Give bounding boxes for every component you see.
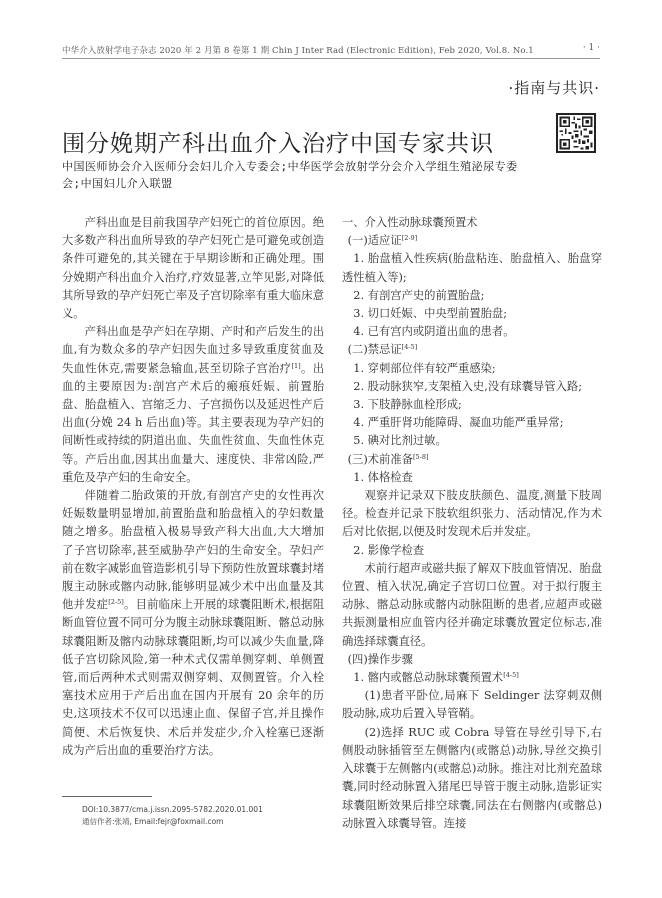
section-tag: ·指南与共识·	[508, 79, 600, 97]
citation: [4-5]	[503, 671, 519, 680]
qr-code-icon	[556, 113, 596, 153]
list-item: 4. 严重肝肾功能障碍、凝血功能严重异常;	[353, 416, 564, 430]
citation: [2-5]	[108, 598, 124, 607]
citation: [4-5]	[401, 343, 418, 352]
paragraph: 产科出血是孕产妇在孕期、产时和产后发生的出血,有为数众多的孕产妇因失血过多导致重度贫血及失血性休克,需要紧急输血,甚至切除子宫治疗[1]。出血的主要原因为:剖宫产术后的瘢痕妊娠、前置胎盘、胎盘植入、宫缩乏力、子宫损伤以及延迟性产后出血(分娩 24 h 后出血)等。其主要表现为孕产妇的间断性或持续的阴道出血、失血性贫血、失血性休克等。产后出血,因其出血量大、速度快、非常凶险,严重危及孕产妇的生命安全。	[62, 325, 324, 484]
subsection-heading: (三)术前准备[5-8]	[347, 452, 429, 466]
list-item: 4. 已有宫内或阴道出血的患者。	[353, 325, 515, 339]
list-item: 3. 下肢静脉血栓形成;	[353, 398, 462, 412]
author-affiliations: 中国医师协会介入医师分会妇儿介入专委会;中华医学会放射学分会介入学组生殖泌尿专委会;中国妇儿介入联盟	[62, 160, 518, 190]
paragraph: 观察并记录双下肢皮肤颜色、温度,测量下肢周径。检查并记录下肢软组织张力、活动情况,作为术后对比依据,以便及时发现术后并发症。	[342, 489, 602, 539]
paragraph: (1)患者平卧位,局麻下 Seldinger 法穿刺双侧股动脉,成功后置入导管鞘。	[342, 689, 602, 721]
citation: [5-8]	[412, 452, 429, 461]
paragraph: 伴随着二胎政策的开放,有剖宫产史的女性再次妊娠数量明显增加,前置胎盘和胎盘植入的孕妇数量随之增多。胎盘植入极易导致产科大出血,大大增加了子宫切除率,甚至威胁孕产妇的生命安全。孕妇产前在数字减影血管造影机引导下预防性放置球囊封堵腹主动脉或髂内动脉,能够明显减少术中出血量及其他并发症[2-5]。目前临床上开展的球囊阻断术,根据阻断血管位置不同可分为腹主动脉球囊阻断、髂总动脉球囊阻断及髂内动脉球囊阻断,均可以减少失血量,降低子宫切除风险,第一种术式仅需单侧穿刺、单侧置管,而后两种术式则需双侧穿刺、双侧置管。介入栓塞技术应用于产后出血在国内开展有 20 余年的历史,这项技术不仅可以迅速止血、保留子宫,并且操作简便、术后恢复快、术后并发症少,介入栓塞已逐渐成为产后出血的重要治疗方法。	[62, 489, 324, 757]
citation: [1]	[291, 361, 301, 370]
list-item: 1. 穿刺部位伴有较严重感染;	[353, 361, 496, 375]
corresponding-author: 通信作者:张靖, Email:fejr@foxmail.com	[82, 817, 224, 826]
sub-heading: 2. 影像学检查	[353, 543, 425, 557]
page-number: · 1 ·	[582, 43, 600, 53]
paragraph: 术前行超声或磁共振了解双下肢血管情况、胎盘位置、植入状况,确定子宫切口位置。对于拟行腹主动脉、髂总动脉或髂内动脉阻断的患者,应超声或磁共振测量相应血管内径并确定球囊放置定位标志,准确选择球囊直径。	[342, 561, 602, 648]
subsection-heading: (一)适应证[2-9]	[347, 234, 418, 248]
subsection-heading: (二)禁忌证[4-5]	[347, 343, 418, 357]
running-head: 中华介入放射学电子杂志 2020 年 2 月第 8 卷第 1 期 Chin J Inter Rad (Electronic Edition), Feb 2020, Vol.8. No.1	[62, 46, 534, 56]
article-title: 围分娩期产科出血介入治疗中国专家共识	[62, 131, 494, 158]
list-item: 2. 有剖宫产史的前置胎盘;	[353, 288, 485, 302]
doi: DOI:10.3877/cma.j.issn.2095-5782.2020.01.001	[82, 805, 263, 814]
list-item: 2. 股动脉狭窄,支架植入史,没有球囊导管入路;	[353, 379, 582, 393]
list-item: 1. 胎盘植入性疾病(胎盘粘连、胎盘植入、胎盘穿透性植入等);	[342, 252, 602, 284]
paragraph: (2)选择 RUC 或 Cobra 导管在导丝引导下,右侧股动脉插管至左侧髂内(或髂总)动脉,导丝交换引入球囊于左侧髂内(或髂总)动脉。推注对比剂充盈球囊,同时经动脉置入猪尾巴导管于腹主动脉,造影证实球囊阻断效果后排空球囊,同法在右侧髂内(或髂总)动脉置入球囊导管。连接	[342, 725, 602, 830]
footnote-rule	[62, 796, 152, 797]
left-column	[62, 214, 324, 760]
section-heading: 一、介入性动脉球囊预置术	[342, 216, 478, 229]
paragraph: 产科出血是目前我国孕产妇死亡的首位原因。绝大多数产科出血所导致的孕产妇死亡是可避免或创造条件可避免的,其关键在于早期诊断和正确处理。围分娩期产科出血介入治疗,疗效显著,立竿见影,对降低其所导致的孕产妇死亡率及子宫切除率有重大临床意义。	[62, 216, 324, 321]
sub-heading: 1. 髂内或髂总动脉球囊预置术[4-5]	[353, 671, 519, 685]
citation: [2-9]	[401, 234, 418, 243]
subsection-heading: (四)操作步骤	[347, 652, 413, 666]
list-item: 3. 切口妊娠、中央型前置胎盘;	[353, 307, 508, 321]
header-rule	[62, 58, 600, 59]
footnote	[82, 804, 263, 828]
list-item: 5. 碘对比剂过敏。	[353, 434, 447, 448]
right-column	[342, 214, 602, 833]
sub-heading: 1. 体格检查	[353, 470, 413, 484]
